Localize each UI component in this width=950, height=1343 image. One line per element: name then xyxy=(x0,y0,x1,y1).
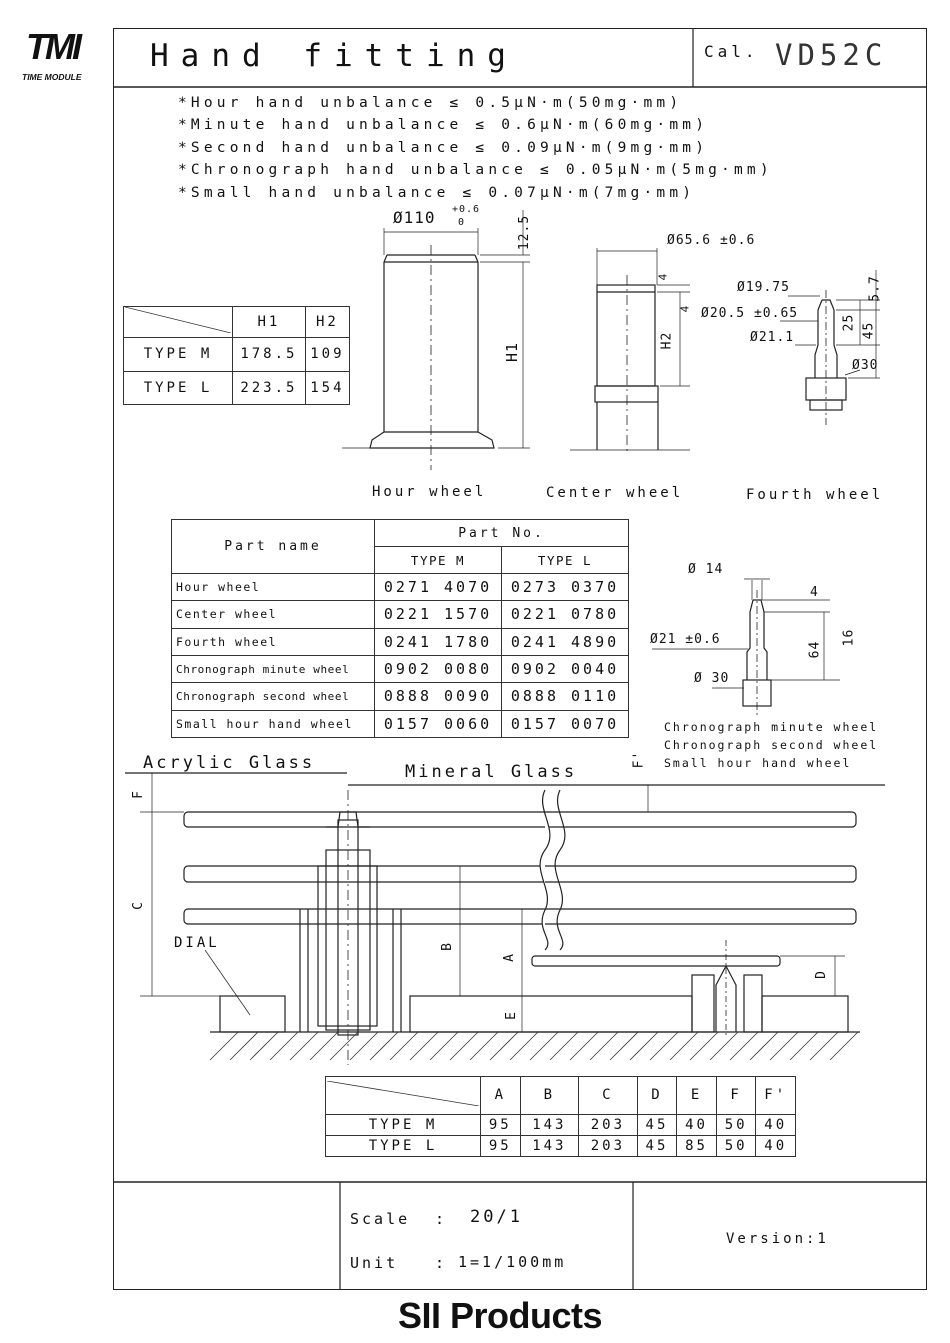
label-b: B xyxy=(439,942,455,951)
part-no-m: 0902 0080 xyxy=(375,655,502,682)
brand-label: SII Products xyxy=(397,1295,603,1336)
h-table-cell: 109 xyxy=(305,338,349,372)
part-no-m: 0888 0090 xyxy=(375,683,502,710)
dim-cell: 40 xyxy=(756,1114,796,1135)
part-no-m: 0241 1780 xyxy=(375,628,502,655)
hour-top-dim: 12.5 xyxy=(517,214,533,251)
dim-cell: 50 xyxy=(716,1114,756,1135)
assembly-drawing xyxy=(125,773,885,1065)
unit-value: 1=1/100mm xyxy=(458,1253,567,1271)
dial-label: DIAL xyxy=(174,935,220,951)
dim-cell: 203 xyxy=(579,1135,638,1156)
part-name: Center wheel xyxy=(172,601,375,628)
hour-tol-plus: +0.6 xyxy=(452,204,481,215)
fourth-wheel-drawing xyxy=(780,270,880,425)
dim-type: TYPE M xyxy=(326,1114,481,1135)
spec-line: *Chronograph hand unbalance ≤ 0.05μN·m(5mg·mm) xyxy=(178,162,773,178)
center-wheel-caption: Center wheel xyxy=(546,485,684,501)
dim-cell: 45 xyxy=(637,1135,677,1156)
dim-header: C xyxy=(579,1077,638,1115)
base-hatching xyxy=(210,1032,858,1060)
h-table-corner xyxy=(124,307,233,338)
label-a: A xyxy=(501,953,517,962)
dim-cell: 85 xyxy=(677,1135,717,1156)
fourth-v2: 25 xyxy=(841,313,857,332)
fourth-d3: Ø21.1 xyxy=(750,330,795,345)
h-table-cell: 154 xyxy=(305,371,349,405)
caliber-label: Cal. xyxy=(704,42,759,61)
hour-wheel-caption: Hour wheel xyxy=(372,484,487,500)
dim-cell: 40 xyxy=(677,1114,717,1135)
logo-mark: TMI xyxy=(26,26,79,67)
part-no-m: 0157 0060 xyxy=(375,710,502,737)
chrono-v64: 64 xyxy=(807,640,823,659)
chrono-caption: Small hour hand wheel xyxy=(664,756,852,770)
dim-cell: 40 xyxy=(756,1135,796,1156)
center-dia: Ø65.6 ±0.6 xyxy=(667,233,756,248)
chrono-v4: 4 xyxy=(810,585,819,600)
dim-header: A xyxy=(481,1077,521,1115)
h-table-cell: 223.5 xyxy=(233,371,306,405)
label-f: F xyxy=(130,790,146,799)
chrono-v16: 16 xyxy=(841,628,857,647)
part-no-m: 0221 1570 xyxy=(375,601,502,628)
logo-subtitle: TIME MODULE xyxy=(22,72,82,82)
chrono-d-top: Ø 14 xyxy=(688,562,724,577)
part-no-header: Part No. xyxy=(375,520,629,547)
label-e: E xyxy=(503,1011,519,1020)
part-name: Chronograph minute wheel xyxy=(172,655,375,682)
part-name: Fourth wheel xyxy=(172,628,375,655)
part-table xyxy=(171,519,629,738)
h-table xyxy=(123,306,350,405)
h-table-type: TYPE L xyxy=(124,371,233,405)
part-name: Small hour hand wheel xyxy=(172,710,375,737)
part-no-l: 0221 0780 xyxy=(502,601,629,628)
part-type-m-header: TYPE M xyxy=(375,547,502,574)
break-line xyxy=(540,790,550,950)
dim-cell: 203 xyxy=(579,1114,638,1135)
dim-cell: 95 xyxy=(481,1114,521,1135)
scale-label: Scale xyxy=(350,1210,411,1228)
fourth-v1: 5.7 xyxy=(867,275,883,302)
dim-header: F' xyxy=(756,1077,796,1115)
fourth-d1: Ø19.75 xyxy=(737,280,790,295)
center-h2: H2 xyxy=(659,331,675,350)
h-table-type: TYPE M xyxy=(124,338,233,372)
page-title: Hand fitting xyxy=(150,38,518,74)
label-d: D xyxy=(813,970,829,979)
part-no-l: 0157 0070 xyxy=(502,710,629,737)
part-no-l: 0241 4890 xyxy=(502,628,629,655)
scale-value: 20/1 xyxy=(470,1207,523,1227)
dim-cell: 143 xyxy=(520,1114,579,1135)
caliber-value: VD52C xyxy=(775,38,888,72)
dim-type: TYPE L xyxy=(326,1135,481,1156)
part-no-l: 0888 0110 xyxy=(502,683,629,710)
spec-line: *Second hand unbalance ≤ 0.09μN·m(9mg·mm) xyxy=(178,140,709,156)
part-no-l: 0902 0040 xyxy=(502,655,629,682)
chrono-d-bot: Ø 30 xyxy=(694,671,730,686)
hour-h1: H1 xyxy=(503,341,522,363)
dim-header: E xyxy=(677,1077,717,1115)
fourth-d4: Ø30 xyxy=(852,358,879,373)
label-f-prime: F' xyxy=(631,750,647,769)
dim-header: D xyxy=(637,1077,677,1115)
center-d4b: 4 xyxy=(678,304,692,313)
unit-colon: : xyxy=(435,1254,448,1272)
part-no-m: 0271 4070 xyxy=(375,574,502,601)
hour-tol-zero: 0 xyxy=(458,217,466,228)
dim-cell: 95 xyxy=(481,1135,521,1156)
hour-dia: Ø110 xyxy=(393,208,436,227)
chrono-d-mid: Ø21 ±0.6 xyxy=(650,632,721,647)
center-wheel-drawing xyxy=(570,248,690,455)
fourth-d2: Ø20.5 ±0.65 xyxy=(701,306,799,321)
part-name: Chronograph second wheel xyxy=(172,683,375,710)
dimension-table xyxy=(325,1076,796,1157)
scale-colon: : xyxy=(435,1210,448,1228)
dim-cell: 45 xyxy=(637,1114,677,1135)
part-no-l: 0273 0370 xyxy=(502,574,629,601)
h-table-header: H1 xyxy=(233,307,306,338)
h-table-header: H2 xyxy=(305,307,349,338)
unit-label: Unit xyxy=(350,1254,399,1272)
hour-wheel-drawing xyxy=(342,210,533,470)
mineral-glass-label: Mineral Glass xyxy=(405,762,578,782)
fourth-wheel-caption: Fourth wheel xyxy=(746,487,884,503)
dim-cell: 143 xyxy=(520,1135,579,1156)
spec-line: *Minute hand unbalance ≤ 0.6μN·m(60mg·mm) xyxy=(178,117,709,133)
center-d4a: 4 xyxy=(656,272,670,281)
dim-table-corner xyxy=(326,1077,481,1115)
part-name-header: Part name xyxy=(172,520,375,574)
spec-line: *Hour hand unbalance ≤ 0.5μN·m(50mg·mm) xyxy=(178,95,683,111)
label-c: C xyxy=(130,901,146,910)
h-table-cell: 178.5 xyxy=(233,338,306,372)
spec-line: *Small hand unbalance ≤ 0.07μN·m(7mg·mm) xyxy=(178,185,696,201)
dim-header: B xyxy=(520,1077,579,1115)
fourth-v3: 45 xyxy=(861,321,877,340)
part-type-l-header: TYPE L xyxy=(502,547,629,574)
acrylic-glass-label: Acrylic Glass xyxy=(143,753,316,773)
version-label: Version:1 xyxy=(726,1231,829,1247)
chrono-caption: Chronograph second wheel xyxy=(664,738,879,752)
chrono-caption: Chronograph minute wheel xyxy=(664,720,879,734)
dim-cell: 50 xyxy=(716,1135,756,1156)
dim-header: F xyxy=(716,1077,756,1115)
part-name: Hour wheel xyxy=(172,574,375,601)
